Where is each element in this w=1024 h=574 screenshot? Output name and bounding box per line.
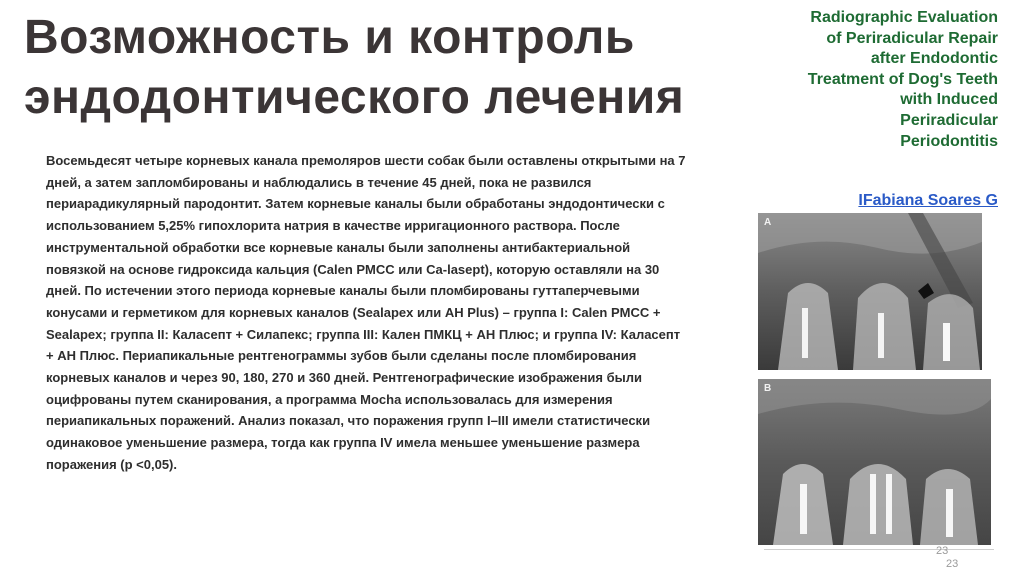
reference-author-link[interactable]: IFabiana Soares G [858, 192, 998, 209]
radiograph-a-image [758, 213, 991, 370]
radiograph-a [758, 213, 991, 370]
body-paragraph: Восемьдесят четыре корневых канала премоляров шести собак были оставлены открытыми на 7 дней, а затем запломбированы и наблюдались в течение 45 дней, пока не развился периарадикулярный пародонтит. Затем корневые каналы были обработаны эндодонтически с использованием 5,25% гипохлорита натрия в качестве ирригационного раствора. После инструментальной обработки все корневые каналы были заполнены антибактериальной повязкой на основе гидроксида кальция (Calen PMCC или Ca-lasept), которую оставляли на 30 дней. По истечении этого периода корневые каналы были пломбированы гуттаперчевыми конусами и герметиком для корневых каналов (Sealapex или AH Plus) – группа I: Calen PMCC + Sealapex; группа II: Каласепт + Силапекс; группа III: Кален ПМКЦ + АН Плюс; и группа IV: Каласепт + АН Плюс. Периапикальные рентгенограммы зубов были сделаны после пломбирования корневых каналов и через 90, 180, 270 и 360 дней. Рентгенографические изображения были оцифрованы путем сканирования, а программа Mocha использовалась для измерения периапикальных поражений. Анализ показал, что поражения групп I–III имели статистически одинаковое уменьшение размера, тогда как группа IV имела меньшее уменьшение размера поражения (p <0,05). [46, 153, 686, 472]
radiograph-b [758, 379, 991, 545]
radiograph-a-label: A [764, 217, 772, 228]
radiograph-b-image [758, 379, 991, 545]
slide-title-line-2: эндодонтического лечения [24, 71, 685, 124]
slide-title [24, 8, 744, 128]
page-number-duplicate: 23 [946, 558, 959, 570]
page-number: 23 [936, 545, 949, 557]
radiograph-b-label: B [764, 383, 772, 394]
slide-title-line-1: Возможность и контроль [24, 11, 635, 64]
reference-title: Radiographic Evaluation of Periradicular Repair after Endodontic Treatment of Dog's Teeth with Induced Periradicular Periodontitis [807, 9, 998, 150]
footer-divider [764, 549, 994, 550]
